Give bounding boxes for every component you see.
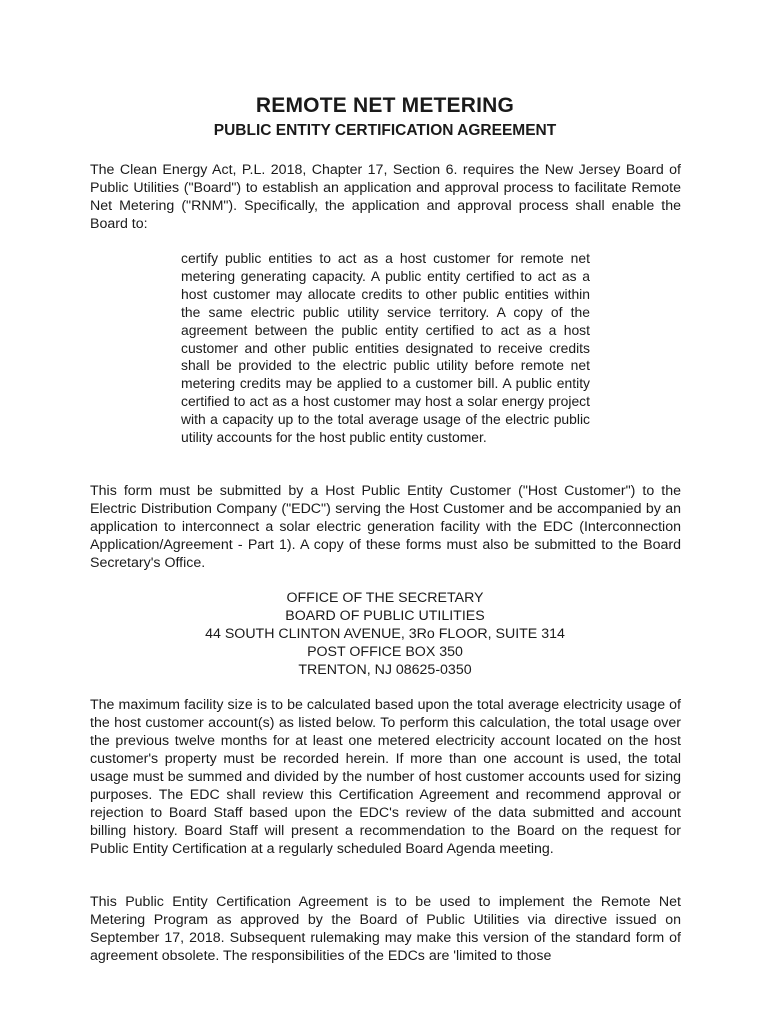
address-line-office: OFFICE OF THE SECRETARY [286,590,484,606]
secretary-address [0,589,770,679]
intro-paragraph: The Clean Energy Act, P.L. 2018, Chapter 17, Section 6. requires the New Jersey Board of Public Utilities ("Board") to establish an application and approval process to facilitate Remote Net Metering ("RNM"). Specifically, the application and approval process shall enable the Board to: [90,162,681,232]
document-subtitle: PUBLIC ENTITY CERTIFICATION AGREEMENT [213,122,557,139]
address-line-pobox: POST OFFICE BOX 350 [307,644,463,660]
address-line-city: TRENTON, NJ 08625-0350 [298,662,472,678]
address-line-street: 44 SOUTH CLINTON AVENUE, 3Ro FLOOR, SUITE 314 [205,626,565,642]
program-paragraph: This Public Entity Certification Agreement is to be used to implement the Remote Net Metering Program as approved by the Board of Public Utilities via directive issued on September 17, 2018. Subsequent rulemaking may make this version of the standard form of agreement obsolete. The responsibilities of the EDCs are 'limited to those [90,894,681,964]
statute-quote: certify public entities to act as a host customer for remote net metering generating capacity. A public entity certified to act as a host customer may allocate credits to other public entities within the same electric public utility service territory. A copy of the agreement between the public entity certified to act as a host customer and other public entities designated to receive credits shall be provided to the electric public utility before remote net metering credits may be applied to a customer bill. A public entity certified to act as a host customer may host a solar energy project with a capacity up to the total average usage of the electric public utility accounts for the host public entity customer. [181,250,590,446]
submission-paragraph: This form must be submitted by a Host Public Entity Customer ("Host Customer") to the Electric Distribution Company ("EDC") serving the Host Customer and be accompanied by an application to interconnect a solar electric generation facility with the EDC (Interconnection Application/Agreement - Part 1). A copy of these forms must also be submitted to the Board Secretary's Office. [90,483,681,571]
sizing-paragraph: The maximum facility size is to be calculated based upon the total average electricity usage of the host customer account(s) as listed below. To perform this calculation, the total usage over the previous twelve months for at least one metered electricity account located on the host customer's property must be recorded herein. If more than one account is used, the total usage must be summed and divided by the number of host customer accounts used for sizing purposes. The EDC shall review this Certification Agreement and recommend approval or rejection to Board Staff based upon the EDC's review of the data submitted and account billing history. Board Staff will present a recommendation to the Board on the request for Public Entity Certification at a regularly scheduled Board Agenda meeting. [90,697,681,857]
document-title: REMOTE NET METERING [255,94,515,117]
address-line-board: BOARD OF PUBLIC UTILITIES [285,608,485,624]
